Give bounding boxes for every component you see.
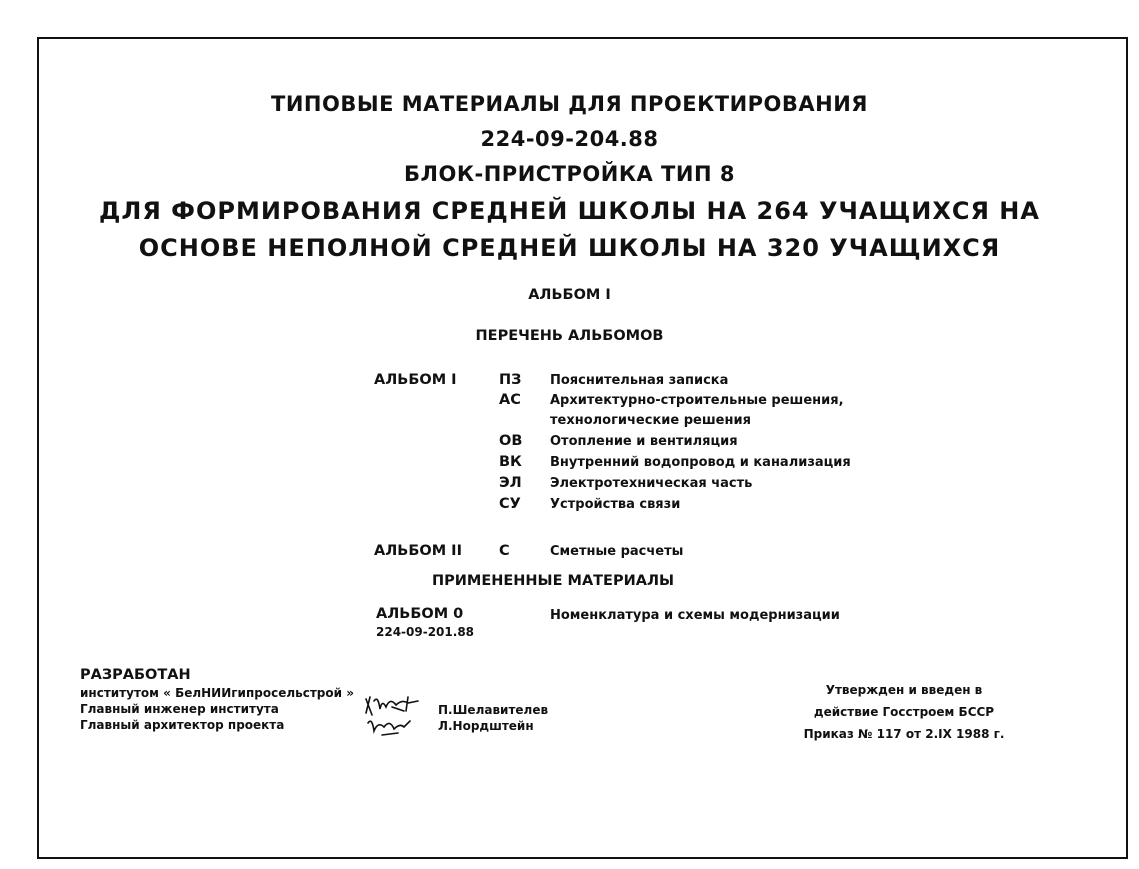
header-line4: ДЛЯ ФОРМИРОВАНИЯ СРЕДНЕЙ ШКОЛЫ НА 264 УЧАЩИХСЯ НА — [99, 197, 1040, 225]
album2-desc: Сметные расчеты — [550, 544, 684, 559]
approval-line3: Приказ № 117 от 2.IX 1988 г. — [803, 727, 1005, 741]
album0-label: АЛЬБОМ 0 — [376, 606, 464, 622]
album1-desc-2: технологические решения — [550, 413, 751, 428]
album-label: АЛЬБОМ I — [528, 287, 611, 303]
header-line3: БЛОК-ПРИСТРОЙКА ТИП 8 — [404, 162, 735, 186]
album1-code-1: АС — [499, 392, 521, 408]
album1-label: АЛЬБОМ I — [374, 372, 457, 388]
album1-code-6: СУ — [499, 496, 521, 512]
document-number: 224-09-204.88 — [480, 127, 659, 151]
developer-institute: институтом « БелНИИгипросельстрой » — [80, 686, 354, 700]
album1-desc-1: Архитектурно-строительные решения, — [550, 393, 844, 408]
album0-desc: Номенклатура и схемы модернизации — [550, 608, 840, 623]
signatures — [362, 693, 432, 739]
header-line1: ТИПОВЫЕ МАТЕРИАЛЫ ДЛЯ ПРОЕКТИРОВАНИЯ — [271, 92, 868, 116]
album1-desc-4: Внутренний водопровод и канализация — [550, 455, 851, 470]
album0-number: 224-09-201.88 — [376, 625, 475, 639]
developer-name1: П.Шелавителев — [438, 703, 549, 717]
list-title: ПЕРЕЧЕНЬ АЛЬБОМОВ — [475, 328, 664, 344]
applied-title: ПРИМЕНЕННЫЕ МАТЕРИАЛЫ — [432, 573, 675, 589]
album1-code-4: ВК — [499, 454, 522, 470]
header-line5: ОСНОВЕ НЕПОЛНОЙ СРЕДНЕЙ ШКОЛЫ НА 320 УЧАЩИХСЯ — [138, 234, 1001, 262]
album1-code-0: ПЗ — [499, 372, 522, 388]
developer-title: РАЗРАБОТАН — [80, 667, 191, 683]
developer-role1: Главный инженер института — [80, 702, 279, 716]
signature-2 — [368, 721, 410, 735]
album1-code-3: ОВ — [499, 433, 523, 449]
developer-name2: Л.Нордштейн — [438, 719, 534, 733]
approval-line1: Утвержден и введен в — [825, 683, 983, 697]
signature-1 — [366, 697, 418, 715]
album1-desc-5: Электротехническая часть — [550, 476, 753, 491]
album1-code-5: ЭЛ — [499, 475, 522, 491]
album2-label: АЛЬБОМ II — [374, 543, 462, 559]
album1-desc-0: Пояснительная записка — [550, 373, 729, 388]
album1-desc-3: Отопление и вентиляция — [550, 434, 738, 449]
developer-role2: Главный архитектор проекта — [80, 718, 285, 732]
album2-code: С — [499, 543, 510, 559]
approval-line2: действие Госстроем БССР — [813, 705, 995, 719]
album1-desc-6: Устройства связи — [550, 497, 681, 512]
